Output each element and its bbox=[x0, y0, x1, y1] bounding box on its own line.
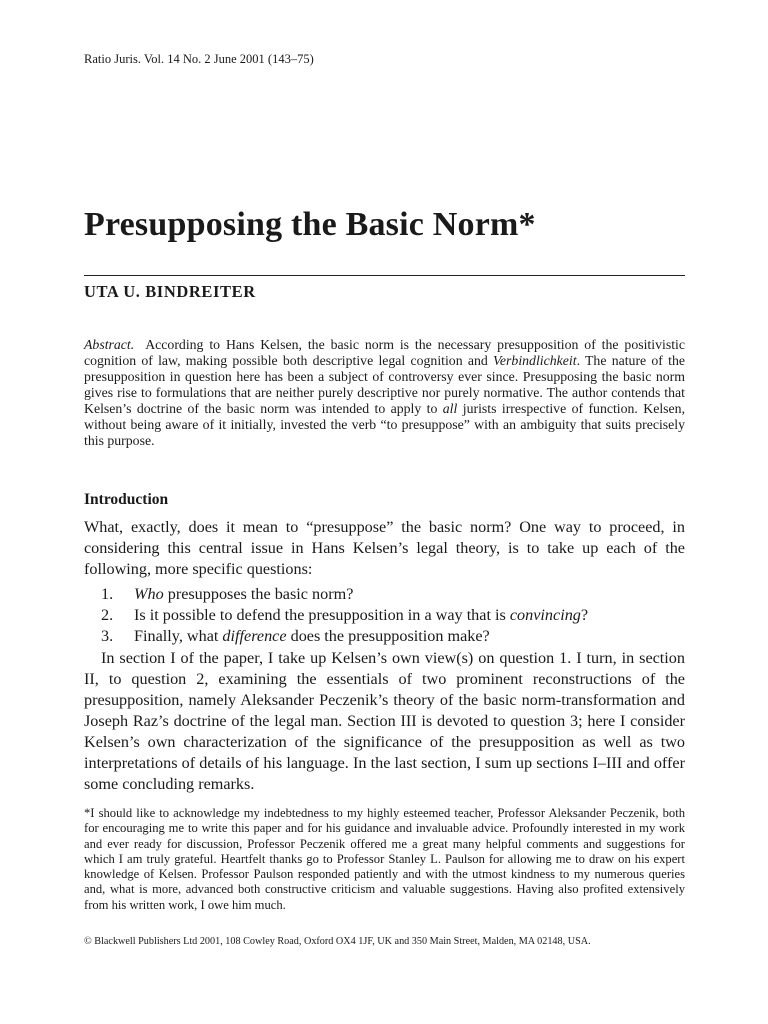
question-text: presupposes the basic norm? bbox=[163, 585, 354, 603]
overview-paragraph: In section I of the paper, I take up Kelsen’s own view(s) on question 1. I turn, in section II, to question 2, examining the essentials of two prominent reconstructions of the presupposition, namely Aleksander Peczenik’s theory of the basic norm-transformation and Joseph Raz’s doctrine of the legal man. Section III is devoted to question 3; here I consider Kelsen’s own characterization of the significance of the presupposition as well as two interpretations of details of his language. In the last section, I sum up sections I–III and offer some concluding remarks. bbox=[84, 649, 685, 793]
question-text: ? bbox=[580, 606, 589, 624]
section-heading-introduction: Introduction bbox=[84, 491, 169, 508]
list-item bbox=[84, 626, 685, 647]
question-text: Finally, what bbox=[134, 627, 223, 645]
question-text: Is it possible to defend the presupposition in a way that is bbox=[134, 606, 510, 624]
author-name: UTA U. BINDREITER bbox=[84, 282, 256, 301]
copyright-line: © Blackwell Publishers Ltd 2001, 108 Cowley Road, Oxford OX4 1JF, UK and 350 Main Street, Malden, MA 02148, USA. bbox=[84, 936, 591, 947]
intro-paragraph: What, exactly, does it mean to “presuppose” the basic norm? One way to proceed, in considering this central issue in Hans Kelsen’s legal theory, is to take up each of the following, more specific questions: bbox=[84, 518, 685, 578]
abstract-emphasis-2: all bbox=[442, 401, 458, 416]
question-emphasis: convincing bbox=[509, 606, 581, 624]
title-rule bbox=[84, 275, 685, 276]
question-emphasis: difference bbox=[222, 627, 287, 645]
question-emphasis: Who bbox=[134, 585, 164, 603]
abstract-text-1: According to Hans Kelsen, the basic norm is the necessary presupposition of the positivistic cognition of law, making possible both descriptive legal cognition and bbox=[84, 337, 685, 368]
list-item bbox=[84, 605, 685, 626]
list-item bbox=[84, 584, 685, 605]
question-list bbox=[84, 584, 685, 647]
question-number: 3. bbox=[101, 627, 114, 645]
abstract-text-2: . The nature of the presupposition in question here has been a subject of controversy ever since. Presupposing the basic norm gives rise to formulations that are neither purely descriptive nor purely normative. The author contends that Kelsen’s doctrine of the basic norm was intended to apply to bbox=[84, 353, 685, 416]
abstract-emphasis-1: Verbindlichkeit bbox=[493, 353, 577, 368]
acknowledgement-footnote: *I should like to acknowledge my indebtedness to my highly esteemed teacher, Professor Aleksander Peczenik, both for encouraging me to write this paper and for his guidance and invaluable advice. Profoundly interested in my work and ever ready for discussion, Professor Peczenik offered me a great many helpful comments and suggestions for which I am truly grateful. Heartfelt thanks go to Professor Stanley L. Paulson for allowing me to draw on his expert knowledge of Kelsen. Professor Paulson responded patiently and with the utmost kindness to my numerous queries and, what is more, advanced both constructive criticism and valuable suggestions. Having also profited extensively from his written work, I owe him much. bbox=[84, 806, 685, 912]
article-title: Presupposing the Basic Norm* bbox=[84, 206, 536, 243]
abstract-label: Abstract. bbox=[84, 337, 135, 352]
question-number: 1. bbox=[101, 585, 114, 603]
question-text: does the presupposition make? bbox=[286, 627, 490, 645]
abstract bbox=[84, 337, 685, 449]
journal-reference: Ratio Juris. Vol. 14 No. 2 June 2001 (143–75) bbox=[84, 52, 314, 66]
question-number: 2. bbox=[101, 606, 114, 624]
abstract-text-3: jurists irrespective of function. Kelsen, without being aware of it initially, invested the verb “to presuppose” with an ambiguity that suits precisely this purpose. bbox=[84, 401, 686, 448]
